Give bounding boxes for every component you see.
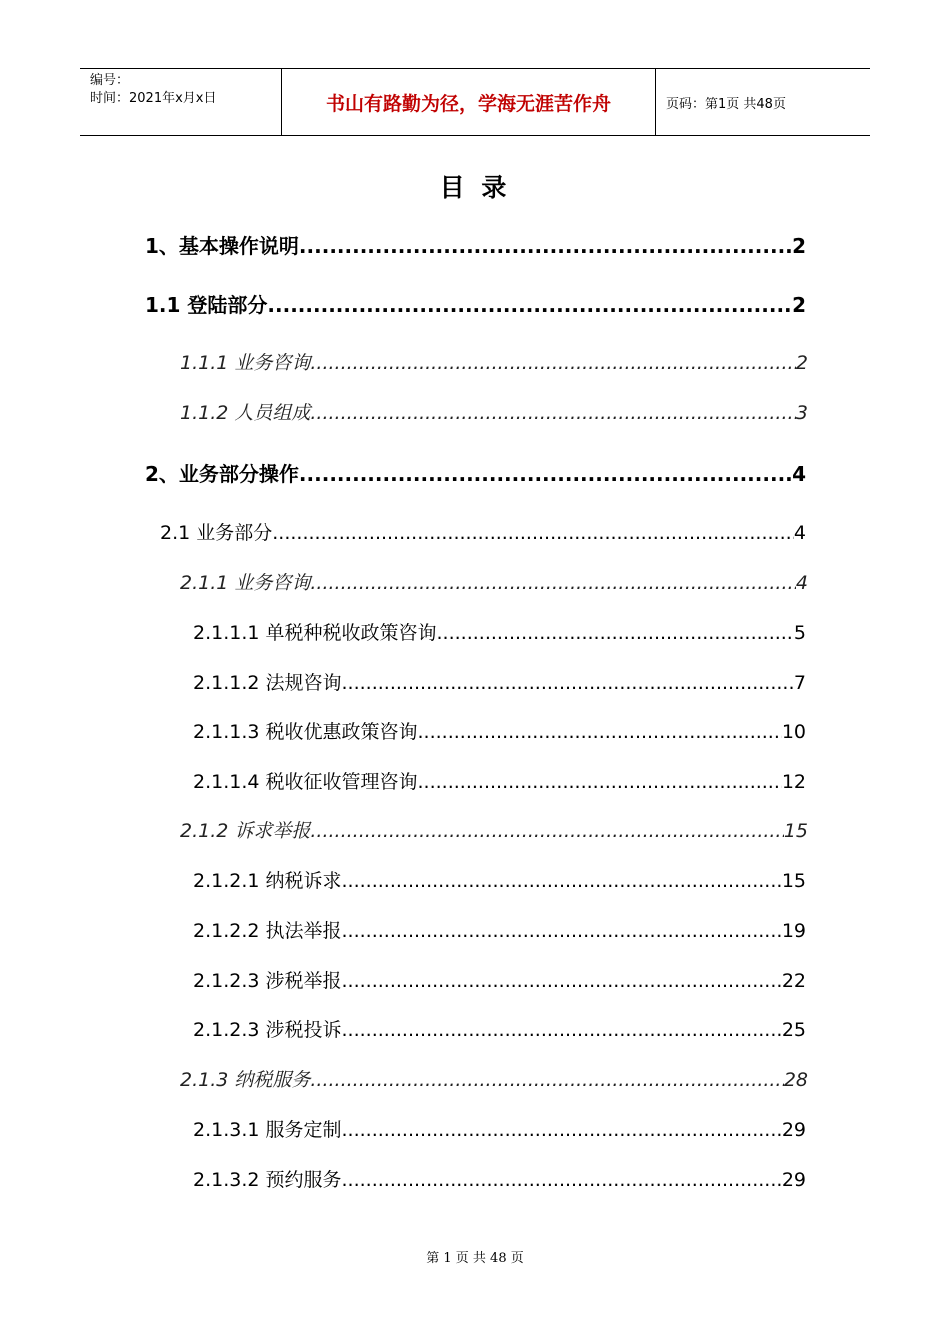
toc-leader-dots: [342, 870, 782, 892]
toc-leader-dots: [437, 622, 794, 644]
toc-entry-label: 2.1.3.1 服务定制: [193, 1119, 342, 1141]
toc-entry-label: 1.1.2 人员组成: [180, 402, 311, 424]
toc-entry-page: 4: [793, 522, 806, 544]
toc-entry-label: 1.1.1 业务咨询: [180, 352, 311, 374]
toc-entry[interactable]: [145, 230, 806, 259]
toc-entry[interactable]: [193, 916, 806, 943]
toc-entry-label: 2.1 业务部分: [160, 522, 273, 544]
toc-entry-page: 25: [781, 1019, 806, 1041]
page-footer: 第 1 页 共 48 页: [426, 1251, 524, 1266]
toc-entry[interactable]: [145, 289, 806, 318]
toc-entry-page: 2: [792, 234, 806, 258]
toc-entry-label: 2.1.2.1 纳税诉求: [193, 870, 342, 892]
toc-entry-label: 2.1.3 纳税服务: [180, 1069, 311, 1091]
toc-entry-page: 22: [781, 970, 806, 992]
toc-entry[interactable]: [180, 568, 808, 595]
toc-leader-dots: [299, 234, 792, 258]
toc-entry[interactable]: [180, 1065, 808, 1092]
toc-entry-page: 3: [795, 402, 808, 424]
toc-leader-dots: [342, 672, 794, 694]
toc-entry[interactable]: [160, 518, 806, 545]
toc-entry-page: 4: [792, 462, 806, 486]
toc-entry-page: 2: [795, 352, 808, 374]
toc-leader-dots: [267, 293, 792, 317]
header-meta: [80, 69, 282, 135]
toc-entry[interactable]: [193, 618, 806, 645]
toc-leader-dots: [310, 1069, 783, 1091]
toc-leader-dots: [310, 352, 796, 374]
toc-leader-dots: [272, 522, 794, 544]
toc-entry-page: 29: [781, 1169, 806, 1191]
toc-entry-page: 5: [793, 622, 806, 644]
toc-entry[interactable]: [193, 1165, 806, 1192]
toc-leader-dots: [418, 771, 782, 793]
toc-leader-dots: [310, 820, 783, 842]
document-time: 时间：2021年x月x日: [90, 91, 217, 106]
document-number: 编号：: [90, 73, 130, 88]
toc-entry-label: 1.1 登陆部分: [145, 293, 268, 317]
toc-entry-label: 2.1.1.1 单税种税收政策咨询: [193, 622, 437, 644]
toc-entry-label: 2.1.1 业务咨询: [180, 572, 311, 594]
toc-entry-page: 15: [781, 870, 806, 892]
toc-entry[interactable]: [193, 717, 806, 744]
toc-entry[interactable]: [180, 398, 808, 425]
toc-leader-dots: [310, 572, 796, 594]
page-header: [80, 68, 870, 136]
toc-entry-label: 1、基本操作说明: [145, 234, 299, 258]
toc-entry-page: 10: [781, 721, 806, 743]
toc-entry[interactable]: [193, 668, 806, 695]
toc-entry-page: 28: [783, 1069, 808, 1091]
toc-leader-dots: [342, 1169, 782, 1191]
toc-entry-label: 2、业务部分操作: [145, 462, 299, 486]
toc-entry-label: 2.1.1.4 税收征收管理咨询: [193, 771, 418, 793]
toc-leader-dots: [310, 402, 796, 424]
toc-entry-label: 2.1.2.2 执法举报: [193, 920, 342, 942]
toc-entry-label: 2.1.2.3 涉税举报: [193, 970, 342, 992]
toc-leader-dots: [342, 1019, 782, 1041]
toc-entry-page: 7: [793, 672, 806, 694]
toc-entry-page: 19: [781, 920, 806, 942]
toc-entry-label: 2.1.1.2 法规咨询: [193, 672, 342, 694]
toc-entry-label: 2.1.2 诉求举报: [180, 820, 311, 842]
toc-leader-dots: [299, 462, 792, 486]
toc-entry-label: 2.1.1.3 税收优惠政策咨询: [193, 721, 418, 743]
toc-entry-page: 2: [792, 293, 806, 317]
toc-entry-page: 29: [781, 1119, 806, 1141]
toc-entry[interactable]: [180, 348, 808, 375]
toc-entry[interactable]: [193, 1115, 806, 1142]
toc-leader-dots: [342, 920, 782, 942]
toc-entry-label: 2.1.2.3 涉税投诉: [193, 1019, 342, 1041]
header-page-info: 页码：第1页 共48页: [666, 96, 786, 112]
toc-title: 目 录: [439, 173, 511, 202]
toc-leader-dots: [342, 1119, 782, 1141]
toc-entry[interactable]: [145, 458, 806, 487]
toc-entry[interactable]: [193, 966, 806, 993]
toc-entry-label: 2.1.3.2 预约服务: [193, 1169, 342, 1191]
toc-entry[interactable]: [193, 767, 806, 794]
toc-leader-dots: [342, 970, 782, 992]
toc-entry[interactable]: [193, 1015, 806, 1042]
toc-entry-page: 15: [783, 820, 808, 842]
toc-leader-dots: [418, 721, 782, 743]
toc-entry[interactable]: [180, 816, 808, 843]
toc-entry-page: 12: [781, 771, 806, 793]
toc-entry[interactable]: [193, 866, 806, 893]
header-motto: 书山有路勤为径，学海无涯苦作舟: [282, 69, 656, 135]
toc-entry-page: 4: [795, 572, 808, 594]
